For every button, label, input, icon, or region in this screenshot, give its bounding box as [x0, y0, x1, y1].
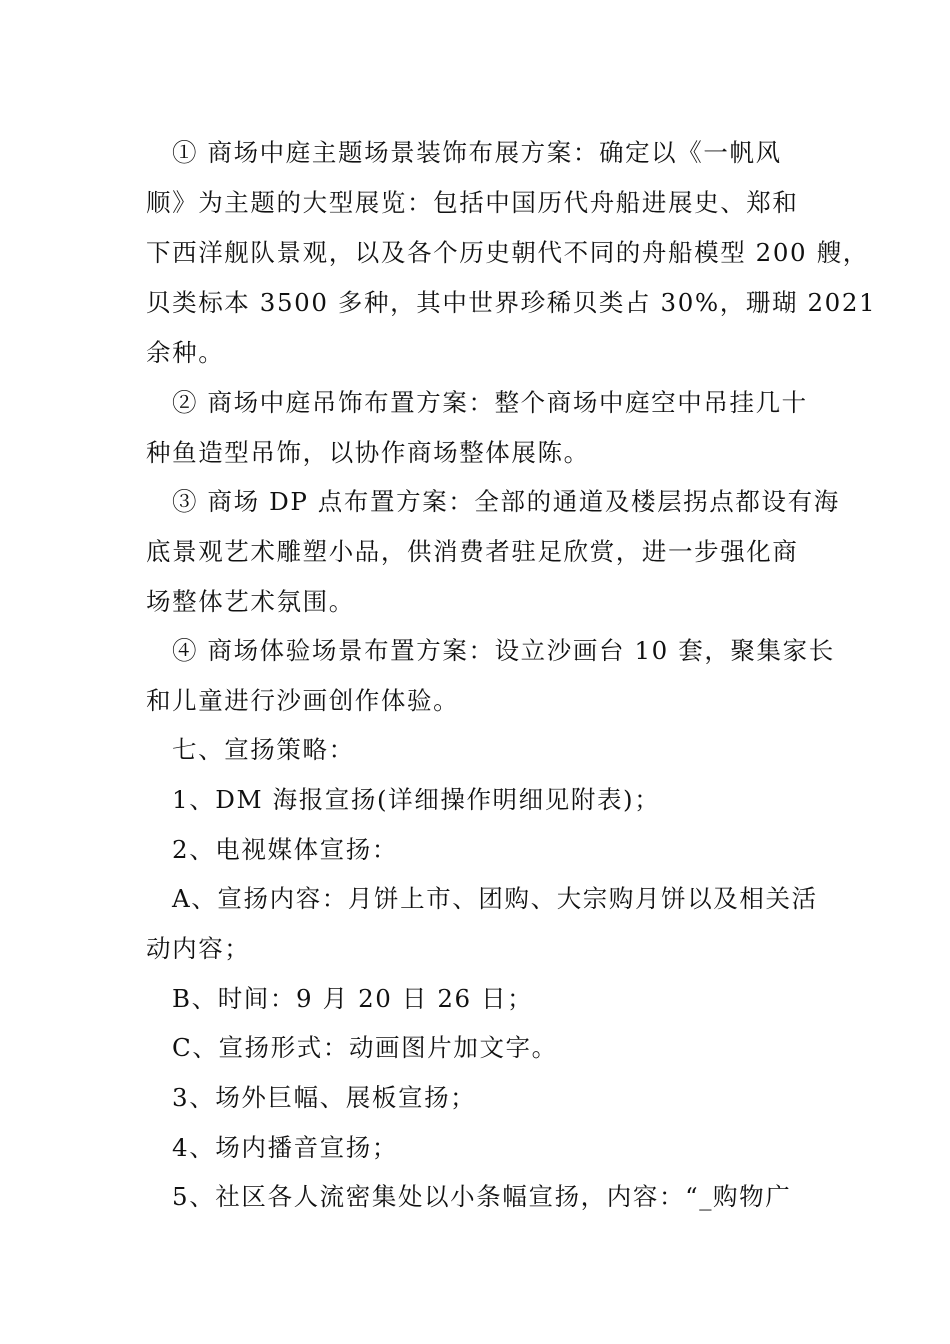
paragraph-line: 顺》为主题的大型展览：包括中国历代舟船进展史、郑和 — [146, 188, 799, 217]
paragraph-line: ② 商场中庭吊饰布置方案：整个商场中庭空中吊挂几十 — [172, 388, 808, 417]
paragraph-line: 余种。 — [146, 338, 225, 367]
paragraph-line: 种鱼造型吊饰，以协作商场整体展陈。 — [146, 438, 590, 467]
paragraph-line: 贝类标本 3500 多种，其中世界珍稀贝类占 30%，珊瑚 2021 — [146, 288, 877, 317]
paragraph-line: 动内容； — [146, 934, 251, 963]
list-item: C、宣扬形式：动画图片加文字。 — [172, 1033, 558, 1062]
list-item: B、时间：9 月 20 日 26 日； — [172, 984, 534, 1013]
list-item: 3、场外巨幅、展板宣扬； — [172, 1083, 477, 1112]
list-item: 5、社区各人流密集处以小条幅宣扬，内容：“_购物广 — [172, 1182, 792, 1211]
list-item: A、宣扬内容：月饼上市、团购、大宗购月饼以及相关活 — [172, 884, 818, 913]
paragraph-line: 和儿童进行沙画创作体验。 — [146, 686, 460, 715]
paragraph-line: ④ 商场体验场景布置方案：设立沙画台 10 套，聚集家长 — [172, 636, 835, 665]
paragraph-line: 下西洋舰队景观，以及各个历史朝代不同的舟船模型 200 艘， — [146, 238, 869, 267]
paragraph-line: ① 商场中庭主题场景装饰布展方案：确定以《一帆风 — [172, 138, 782, 167]
paragraph-line: 场整体艺术氛围。 — [146, 587, 355, 616]
paragraph-line: 底景观艺术雕塑小品，供消费者驻足欣赏，进一步强化商 — [146, 537, 799, 566]
list-item: 4、场内播音宣扬； — [172, 1133, 398, 1162]
paragraph-line: ③ 商场 DP 点布置方案：全部的通道及楼层拐点都设有海 — [172, 487, 840, 516]
list-item: 1、DM 海报宣扬(详细操作明细见附表)； — [172, 785, 661, 814]
section-heading: 七、宣扬策略： — [172, 735, 355, 764]
list-item: 2、电视媒体宣扬： — [172, 835, 398, 864]
